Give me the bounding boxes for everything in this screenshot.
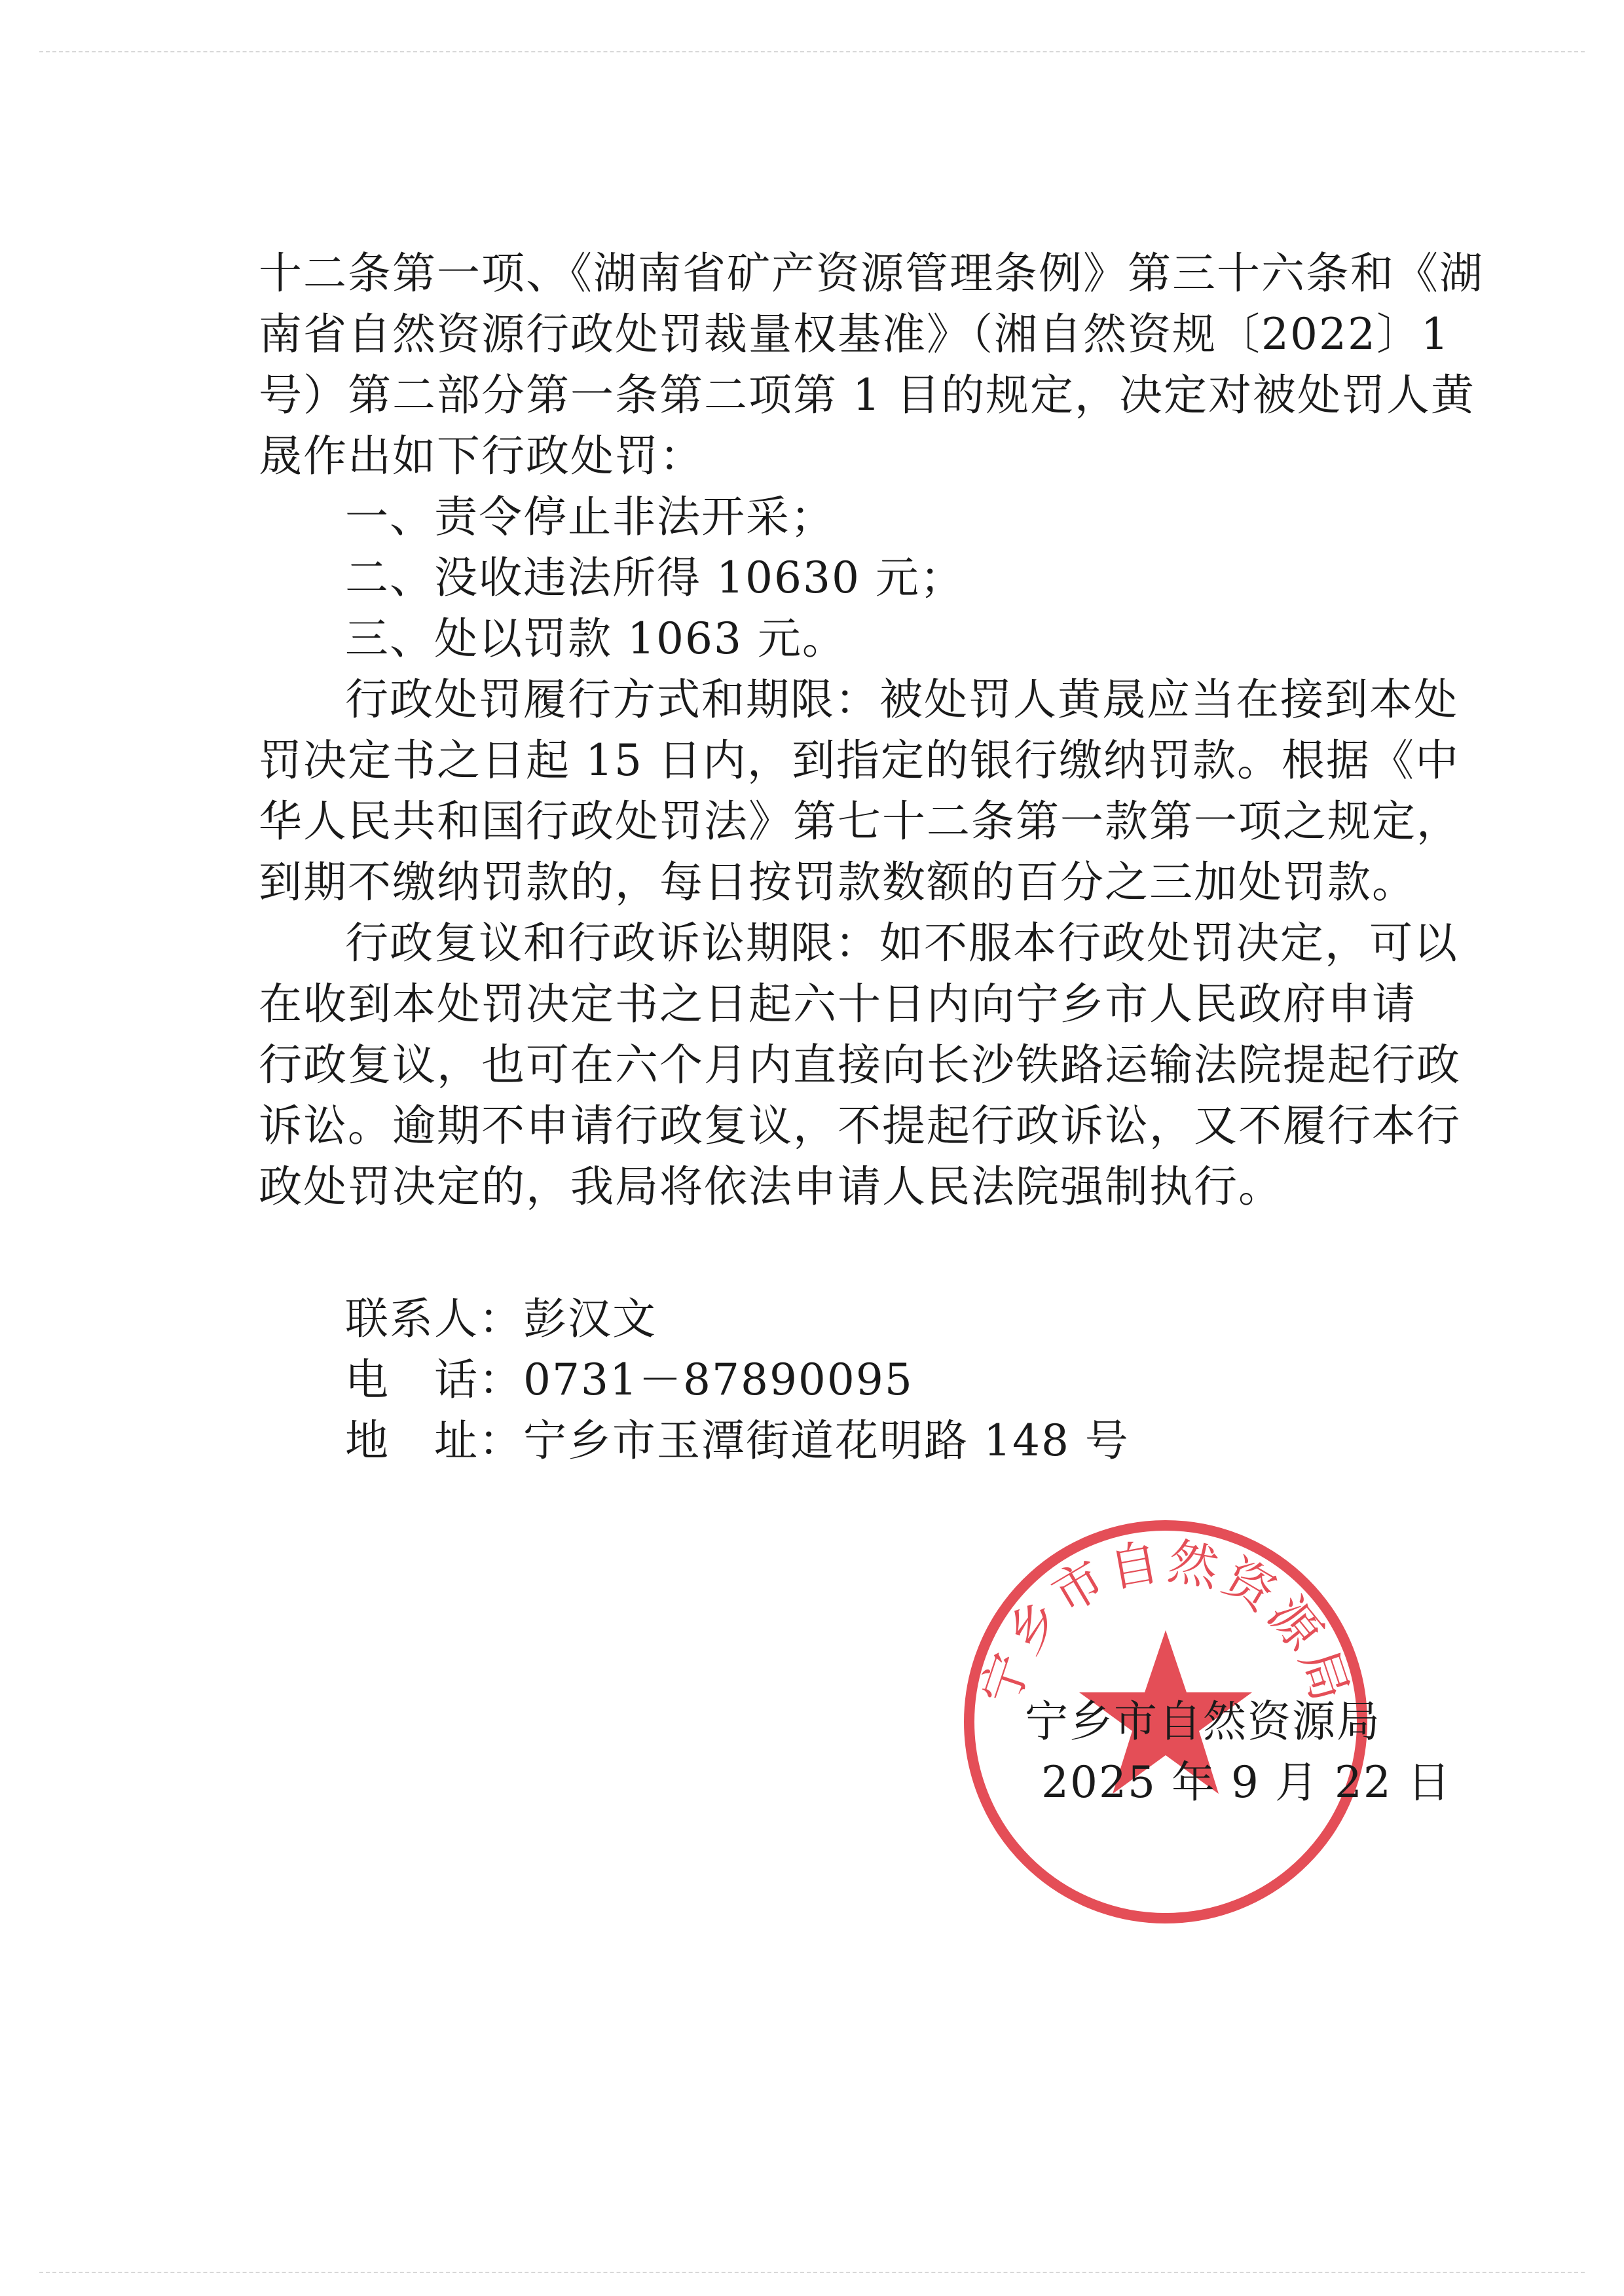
performance-line-2: 罚决定书之日起 15 日内，到指定的银行缴纳罚款。根据《中 bbox=[259, 735, 1460, 786]
body-line-4: 晟作出如下行政处罚： bbox=[259, 431, 704, 481]
review-line-3: 行政复议，也可在六个月内直接向长沙铁路运输法院提起行政 bbox=[259, 1040, 1461, 1090]
contact-address: 地 址：宁乡市玉潭街道花明路 148 号 bbox=[345, 1415, 1130, 1466]
body-line-1: 十二条第一项、《湖南省矿产资源管理条例》第三十六条和《湖 bbox=[259, 248, 1484, 299]
issuing-organization: 宁乡市自然资源局 bbox=[1025, 1696, 1381, 1747]
performance-line-3: 华人民共和国行政处罚法》第七十二条第一款第一项之规定， bbox=[259, 796, 1461, 847]
review-line-2: 在收到本处罚决定书之日起六十日内向宁乡市人民政府申请 bbox=[259, 979, 1416, 1029]
contact-phone: 电 话：0731－87890095 bbox=[345, 1355, 913, 1405]
review-line-4: 诉讼。逾期不申请行政复议，不提起行政诉讼，又不履行本行 bbox=[259, 1101, 1461, 1151]
penalty-item-3: 三、处以罚款 1063 元。 bbox=[345, 613, 847, 664]
performance-line-4: 到期不缴纳罚款的，每日按罚款数额的百分之三加处罚款。 bbox=[259, 857, 1416, 907]
contact-person: 联系人：彭汉文 bbox=[345, 1294, 657, 1344]
penalty-item-1: 一、责令停止非法开采； bbox=[345, 492, 835, 542]
body-line-3: 号）第二部分第一条第二项第 1 目的规定，决定对被处罚人黄 bbox=[259, 370, 1475, 420]
body-line-2: 南省自然资源行政处罚裁量权基准》（湘自然资规〔2022〕1 bbox=[259, 309, 1450, 359]
top-scan-edge bbox=[39, 51, 1585, 52]
penalty-item-2: 二、没收违法所得 10630 元； bbox=[345, 553, 965, 603]
bottom-scan-edge bbox=[39, 2272, 1585, 2273]
review-line-5: 政处罚决定的，我局将依法申请人民法院强制执行。 bbox=[259, 1161, 1283, 1212]
issue-date: 2025 年 9 月 22 日 bbox=[1041, 1757, 1452, 1808]
svg-text:宁乡市自然资源局: 宁乡市自然资源局 bbox=[970, 1531, 1361, 1712]
performance-line-1: 行政处罚履行方式和期限：被处罚人黄晟应当在接到本处 bbox=[345, 674, 1458, 725]
review-line-1: 行政复议和行政诉讼期限：如不服本行政处罚决定，可以 bbox=[345, 918, 1458, 968]
